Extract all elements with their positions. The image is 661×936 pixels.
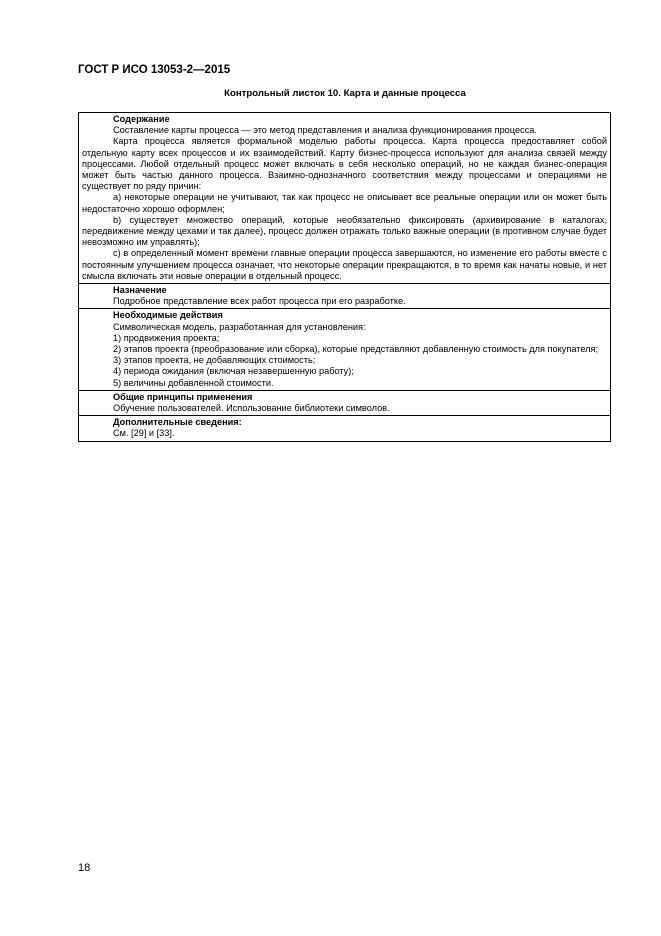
purpose-paragraph: Подробное представление всех работ процесса при его разработке.	[113, 296, 406, 307]
section-title-actions: Необходимые действия	[113, 310, 223, 321]
section-title-purpose: Назначение	[113, 285, 167, 296]
section-purpose	[79, 283, 610, 308]
content-item-a: а) некоторые операции не учитывают, так как процесс не описывает все реальные операции или он может быть недостаточно хорошо оформлен;	[82, 192, 607, 214]
additional-paragraph: См. [29] и [33].	[113, 428, 175, 439]
checklist-table	[78, 112, 611, 442]
section-principles	[79, 390, 610, 415]
actions-item-4: 4) периода ожидания (включая незавершенную работу);	[113, 366, 354, 377]
content-paragraph-1: Составление карты процесса — это метод представления и анализа функционирования процесса.	[113, 125, 537, 136]
actions-item-5: 5) величины добавленной стоимости.	[113, 377, 274, 388]
section-additional	[79, 415, 610, 440]
actions-item-1: 1) продвижения проекта;	[113, 332, 220, 343]
content-paragraph-2: Карта процесса является формальной моделью работы процесса. Карта процесса предоставляет собой отдельную карту всех процессов и их взаимодействий. Карту бизнес-процесса используют для анализа связей между процессами. Любой отдельный процесс может включать в себя несколько операций, но не каждая бизнес-операция может быть частью данного процесса. Взаимно-однозначного соответствия между процессами и операциями не существует по ряду причин:	[82, 136, 607, 192]
principles-paragraph: Обучение пользователей. Использование библиотеки символов.	[113, 403, 390, 414]
document-code: ГОСТ Р ИСО 13053-2—2015	[78, 64, 231, 76]
section-content	[79, 113, 610, 283]
actions-paragraph: Символическая модель, разработанная для установления:	[113, 321, 366, 332]
section-title-additional: Дополнительные сведения:	[113, 417, 242, 428]
section-title-principles: Общие принципы применения	[113, 391, 253, 402]
content-item-c: с) в определенный момент времени главные операции процесса завершаются, но изменение его работы вместе с постоянным улучшением процесса означает, что некоторые операции прекращаются, в то время как начаты новые, и нет смысла включать эти новые операции в отдельный процесс.	[82, 248, 607, 281]
actions-item-3: 3) этапов проекта, не добавляющих стоимость;	[113, 355, 316, 366]
section-actions	[79, 308, 610, 389]
actions-item-2: 2) этапов проекта (преобразование или сборка), которые представляют добавленную стоимость для покупателя;	[113, 344, 599, 355]
section-title-content: Содержание	[113, 114, 170, 124]
page-number: 18	[78, 862, 91, 874]
content-item-b: b) существует множество операций, которые необязательно фиксировать (архивирование в каталогах, передвижение между цехами и так далее), процесс должен отражать только важные операции (в противном случае будет невозможно им управлять);	[82, 214, 607, 248]
table-caption: Контрольный листок 10. Карта и данные процесса	[224, 88, 466, 99]
